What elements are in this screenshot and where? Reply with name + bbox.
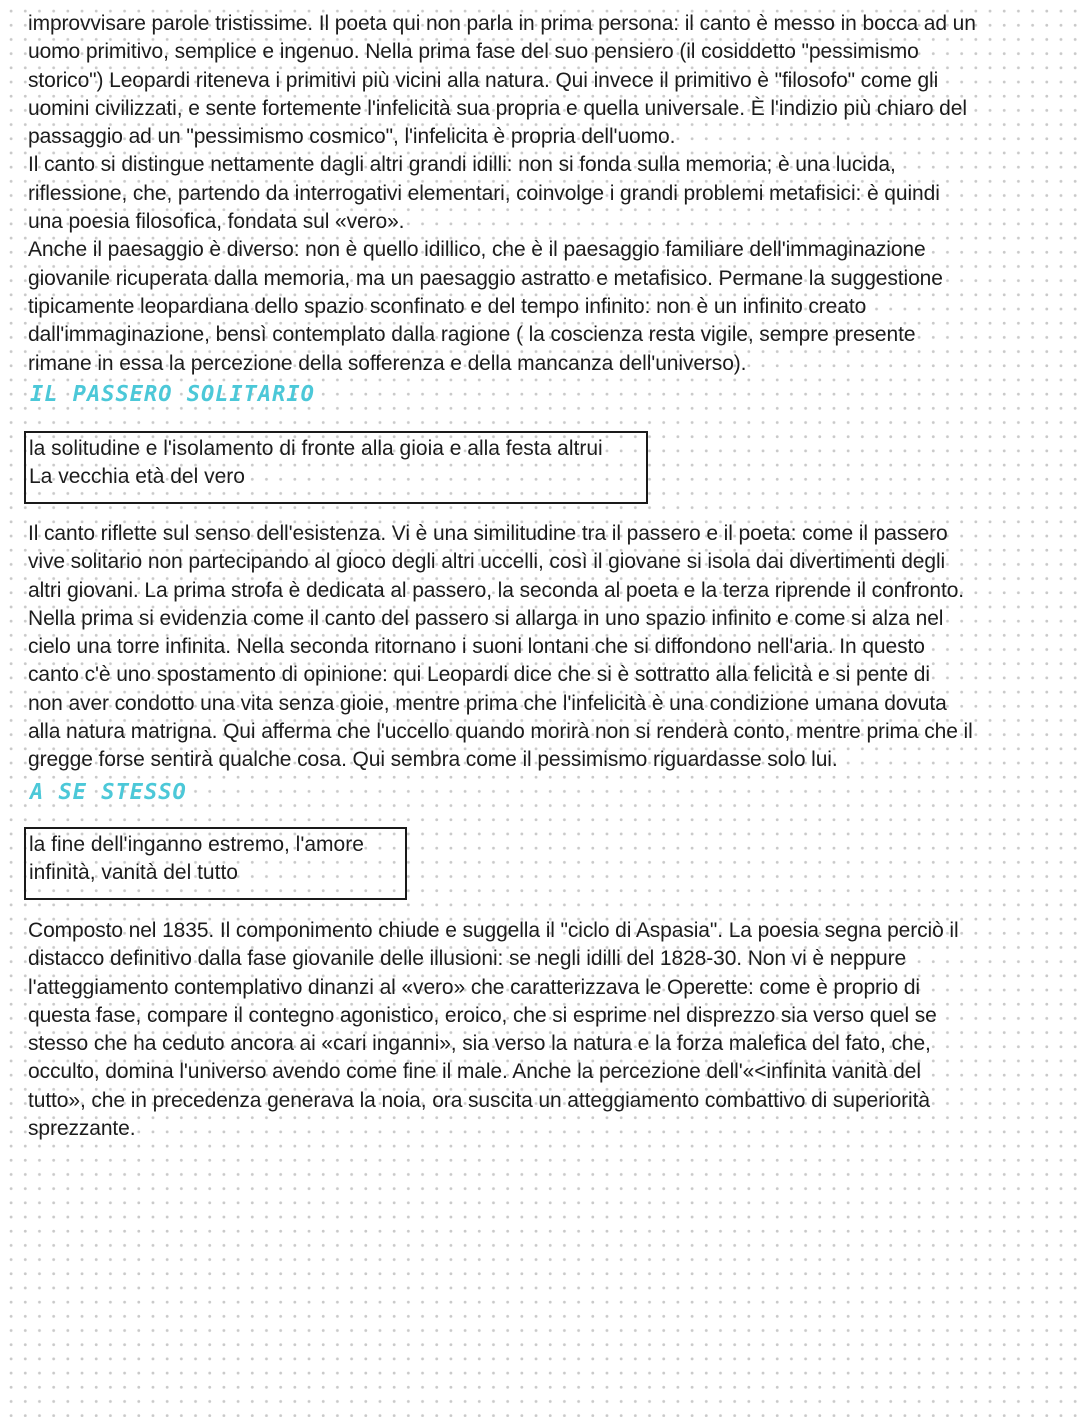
heading-passero-solitario: IL PASSERO SOLITARIO bbox=[30, 382, 315, 407]
paragraph-passero-solitario: Il canto riflette sul senso dell'esistenza. Vi è una similitudine tra il passero e il poeta: come il passero vive solitario non partecipando al gioco degli altri uccelli, così il giovane si isola dai divertimenti degli altri giovani. La prima strofa è dedicata al passero, la seconda al poeta e la terza riprende il confronto. Nella prima si evidenzia come il canto del passero si allarga in uno spazio infinito e come si alza nel cielo una torre infinita. Nella seconda ritornano i suoni lontani che si diffondono nell'aria. In questo canto c'è uno spostamento di opinione: qui Leopardi dice che si è sottratto alla felicità e si pente di non aver condotto una vita senza gioie, mentre prima che l'infelicità è una condizione umana dovuta alla natura matrigna. Qui afferma che l'uccello quando morirà non si renderà conto, mentre prima che il gregge forse sentirà qualche cosa. Qui sembra come il pessimismo riguardasse solo lui. bbox=[28, 522, 973, 772]
heading-a-se-stesso: A SE STESSO bbox=[30, 780, 187, 805]
summary-box-passero: la solitudine e l'isolamento di fronte alla gioia e alla festa altrui La vecchia età del vero bbox=[24, 431, 648, 504]
paragraph-canto-notturno: improvvisare parole tristissime. Il poeta qui non parla in prima persona: il canto è messo in bocca ad un uomo primitivo, semplice e ingenuo. Nella prima fase del suo pensiero (il cosiddetto "pessimismo storico") Leopardi riteneva i primitivi più vicini alla natura. Qui invece il primitivo è "filosofo" come gli uomini civilizzati, e sente fortemente l'infelicità sua propria e quella universale. È l'indizio più chiaro del passaggio ad un "pessimismo cosmico", l'infelicita è propria dell'uomo. Il canto si distingue nettamente dagli altri grandi idilli: non si fonda sulla memoria; è una lucida, riflessione, che, partendo da interrogativi elementari, coinvolge i grandi problemi metafisici: è quindi una poesia filosofica, fondata sul «vero». Anche il paesaggio è diverso: non è quello idillico, che è il paesaggio familiare dell'immaginazione giovanile ricuperata dalla memoria, ma un paesaggio astratto e metafisico. Permane la suggestione tipicamente leopardiana dello spazio sconfinato e del tempo infinito: non è un infinito creato dall'immaginazione, bensì contemplato dalla ragione ( la coscienza resta vigile, sempre presente rimane in essa la percezione della sofferenza e della mancanza dell'universo). bbox=[28, 12, 976, 375]
summary-box-se-stesso: la fine dell'inganno estremo, l'amore infinità, vanità del tutto bbox=[24, 827, 407, 900]
paragraph-a-se-stesso: Composto nel 1835. Il componimento chiude e suggella il "ciclo di Aspasia". La poesia segna perciò il distacco definitivo dalla fase giovanile delle illusioni: se negli idilli del 1828-30. Non vi è neppure l'atteggiamento contemplativo dinanzi al «vero» che caratterizzava le Operette: come è proprio di questa fase, compare il contegno agonistico, eroico, che si esprime nel disprezzo sia verso quel se stesso che ha ceduto ancora ai «cari inganni», sia verso la natura e la forza malefica del fato, che, occulto, domina l'universo avendo come fine il male. Anche la percezione dell'«<infinita vanità del tutto», che in precedenza generava la noia, ora suscita un atteggiamento combattivo di superiorità sprezzante. bbox=[28, 919, 959, 1141]
